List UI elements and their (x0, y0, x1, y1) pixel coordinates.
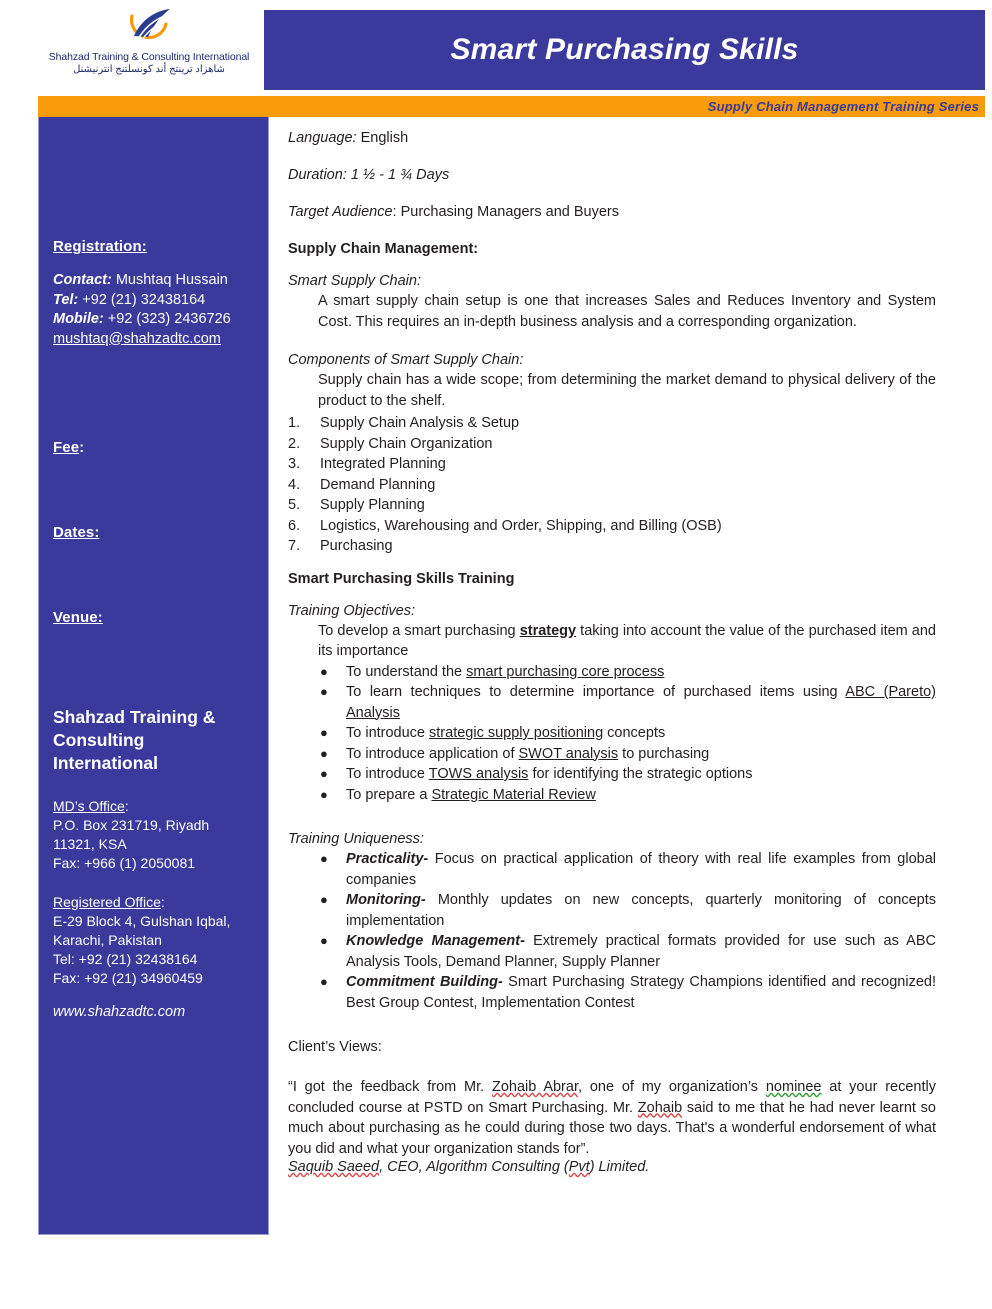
md-office-label: MD’s Office (53, 798, 125, 814)
contact-line (53, 271, 254, 291)
reg-fax: Fax: +92 (21) 34960459 (53, 970, 203, 986)
components-text: Supply chain has a wide scope; from determining the market demand to physical delivery of the product to the shelf. (318, 372, 936, 409)
bullet-pre: To learn techniques to determine importance of purchased items using (346, 684, 846, 700)
contact-label: Contact: (53, 272, 112, 288)
logo-block (38, 0, 260, 90)
bullet-icon: ● (320, 663, 328, 679)
client-quote (288, 1077, 936, 1159)
sidebar-company-name: Shahzad Training & Consulting International (53, 707, 216, 773)
bullet-underlined: TOWS analysis (428, 766, 529, 782)
bullet-post: concepts (603, 725, 666, 741)
bullet-dash: - (420, 892, 426, 908)
email-link[interactable]: mushtaq@shahzadtc.com (53, 330, 221, 347)
objectives-intro-post: taking into account the value of the purchased item and its importance (318, 622, 936, 659)
signature-end: ) Limited. (589, 1159, 650, 1175)
fee-heading-word: Fee (53, 439, 80, 456)
scm-heading: Supply Chain Management: (288, 241, 479, 257)
list-item (288, 972, 936, 1013)
components-label: Components of Smart Supply Chain: (288, 352, 524, 368)
md-address-line-1: P.O. Box 231719, Riyadh (53, 817, 210, 833)
list-item (288, 454, 936, 475)
bullet-icon: ● (320, 974, 328, 989)
list-item (288, 890, 936, 931)
list-number: 3. (288, 456, 301, 472)
bullet-pre: To introduce (346, 725, 430, 741)
list-text: Supply Chain Analysis & Setup (320, 415, 520, 431)
list-item (288, 682, 936, 723)
bullet-icon: ● (320, 892, 328, 907)
globe-swoosh-logo-icon (118, 6, 180, 50)
objectives-intro-strategy: strategy (519, 622, 577, 639)
audience-value: : Purchasing Managers and Buyers (392, 204, 620, 220)
list-item (288, 662, 936, 683)
reg-address-line-2: Karachi, Pakistan (53, 932, 162, 948)
list-text: Demand Planning (320, 476, 436, 493)
bullet-icon: ● (320, 725, 328, 740)
quote-part-1: “I got the feedback from Mr. (288, 1079, 492, 1095)
list-item (288, 495, 936, 516)
language-line (288, 130, 936, 146)
list-number: 6. (288, 517, 301, 534)
bullet-underlined: SWOT analysis (518, 745, 619, 762)
bullet-icon: ● (320, 684, 328, 699)
smart-supply-chain-label: Smart Supply Chain: (288, 273, 421, 289)
series-subtitle: Supply Chain Management Training Series (707, 99, 979, 114)
title-banner (264, 10, 985, 90)
smart-supply-chain-text: A smart supply chain setup is one that increases Sales and Reduces Inventory and System Cost. This requires an in-depth business analysis and a corresponding organization. (318, 293, 936, 330)
reg-address-line-1: E-29 Block 4, Gulshan Iqbal, (53, 913, 231, 929)
venue-heading: Venue: (53, 609, 103, 626)
website-link[interactable]: www.shahzadtc.com (53, 1004, 186, 1020)
quote-name-3: Zohaib (637, 1099, 683, 1116)
mobile-line (53, 310, 254, 330)
list-number: 1. (288, 415, 301, 431)
list-number: 4. (288, 476, 301, 493)
series-banner (38, 96, 985, 117)
bullet-text: Monthly updates on new concepts, quarterly monitoring of concepts implementation (346, 892, 936, 929)
list-item (288, 516, 936, 537)
registration-heading: Registration: (53, 238, 147, 255)
audience-label: Target Audience (288, 204, 393, 220)
sidebar (38, 117, 269, 1235)
quote-name-1: Zohaib Abrar (491, 1079, 578, 1095)
bullet-term: Commitment Building (346, 974, 498, 990)
list-number: 2. (288, 435, 301, 452)
sps-heading: Smart Purchasing Skills Training (288, 570, 515, 587)
bullet-icon: ● (320, 786, 328, 802)
duration-label: Duration: (288, 167, 347, 183)
list-text: Supply Planning (320, 497, 425, 513)
quote-part-3: at your recently concluded course at PSTD on Smart Purchasing. Mr. (288, 1079, 936, 1116)
bullet-text: Smart Purchasing Strategy Champions identified and recognized! Best Group Contest, Implementation Contest (346, 974, 936, 1011)
md-office-heading (53, 797, 254, 816)
list-item (288, 931, 936, 972)
bullet-icon: ● (320, 766, 328, 781)
bullet-text: Extremely practical formats provided for use such as ABC Analysis Tools, Demand Planner, Supply Planner (346, 933, 936, 970)
bullet-underlined: Strategic Material Review (431, 786, 596, 803)
bullet-pre: To understand the (346, 663, 467, 680)
bullet-term: Knowledge Management (346, 933, 521, 949)
bullet-icon: ● (320, 851, 328, 866)
list-item (288, 744, 936, 765)
signature-rest: , CEO, Algorithm Consulting ( (379, 1159, 569, 1175)
list-item (288, 413, 936, 434)
list-text: Logistics, Warehousing and Order, Shipping, and Billing (OSB) (320, 517, 722, 534)
client-views-label: Client’s Views: (288, 1039, 382, 1055)
registered-office-heading (53, 893, 254, 912)
language-value: English (360, 130, 409, 146)
list-item (288, 536, 936, 557)
list-text: Integrated Planning (320, 456, 446, 472)
bullet-pre: To prepare a (346, 786, 432, 803)
bullet-term: Monitoring (346, 892, 421, 908)
reg-tel: Tel: +92 (21) 32438164 (53, 951, 198, 967)
quote-part-4: said to me that he had never learnt so much about purchasing as he could during those two days. That's a wonderful endorsement of what you did and what your organization stands for”. (288, 1099, 936, 1157)
contact-value: Mushtaq Hussain (115, 272, 228, 288)
quote-part-2: , one of my organization’s (577, 1079, 766, 1095)
registered-office-label: Registered Office (53, 894, 161, 910)
md-address-line-2: 11321, KSA (53, 836, 127, 852)
objectives-bullets (288, 662, 936, 806)
registered-office-colon: : (160, 894, 165, 910)
bullet-pre: To introduce (346, 766, 429, 782)
audience-line (288, 204, 936, 220)
quote-name-2: nominee (765, 1079, 822, 1095)
list-number: 5. (288, 497, 301, 513)
bullet-dash: - (497, 974, 503, 990)
bullet-icon: ● (320, 745, 328, 761)
components-list (288, 413, 936, 557)
bullet-underlined: strategic supply positioning (429, 725, 604, 741)
bullet-dash: - (520, 933, 525, 949)
fee-heading-colon: : (79, 439, 85, 456)
bullet-icon: ● (320, 933, 328, 948)
tel-label: Tel: (53, 291, 79, 308)
dates-heading: Dates: (53, 524, 100, 541)
list-item (288, 434, 936, 455)
bullet-term: Practicality (346, 851, 424, 867)
bullet-text: Focus on practical application of theory with real life examples from global companies (346, 851, 936, 888)
page-title: Smart Purchasing Skills (450, 33, 799, 66)
bullet-post: for identifying the strategic options (528, 766, 753, 782)
list-item (288, 785, 936, 806)
list-item (288, 475, 936, 496)
objectives-intro (318, 621, 936, 662)
md-office-colon: : (124, 798, 129, 814)
bullet-dash: - (423, 851, 429, 867)
list-item (288, 764, 936, 785)
bullet-post: to purchasing (618, 745, 710, 762)
mobile-label: Mobile: (53, 311, 104, 327)
duration-line (288, 167, 936, 183)
main-content (288, 130, 936, 1175)
objectives-intro-pre: To develop a smart purchasing (318, 622, 520, 639)
list-item (288, 849, 936, 890)
language-label: Language: (288, 130, 357, 146)
list-text: Purchasing (320, 538, 393, 554)
fee-heading (53, 439, 254, 456)
duration-value: 1 ½ - 1 ¾ Days (350, 167, 450, 183)
tel-line (53, 291, 254, 311)
signature-pvt: Pvt (568, 1159, 590, 1175)
list-text: Supply Chain Organization (320, 435, 493, 452)
bullet-underlined: smart purchasing core process (466, 663, 665, 680)
md-fax: Fax: +966 (1) 2050081 (53, 855, 196, 871)
bullet-pre: To introduce application of (346, 745, 519, 762)
logo-company-name-urdu: شاهزاد ترينتج أند كونسلتنج انترنيشنل (73, 64, 225, 75)
uniqueness-bullets (288, 849, 936, 1013)
objectives-label: Training Objectives: (288, 602, 416, 619)
list-item (288, 723, 936, 744)
list-number: 7. (288, 538, 301, 554)
bullet-underlined: ABC (Pareto) Analysis (346, 684, 936, 721)
uniqueness-label: Training Uniqueness: (288, 831, 424, 847)
logo-company-name: Shahzad Training & Consulting International (48, 51, 250, 63)
client-signature (288, 1159, 936, 1175)
tel-value: +92 (21) 32438164 (82, 291, 206, 308)
mobile-value: +92 (323) 2436726 (107, 311, 231, 327)
signature-name: Saquib Saeed (288, 1159, 380, 1175)
